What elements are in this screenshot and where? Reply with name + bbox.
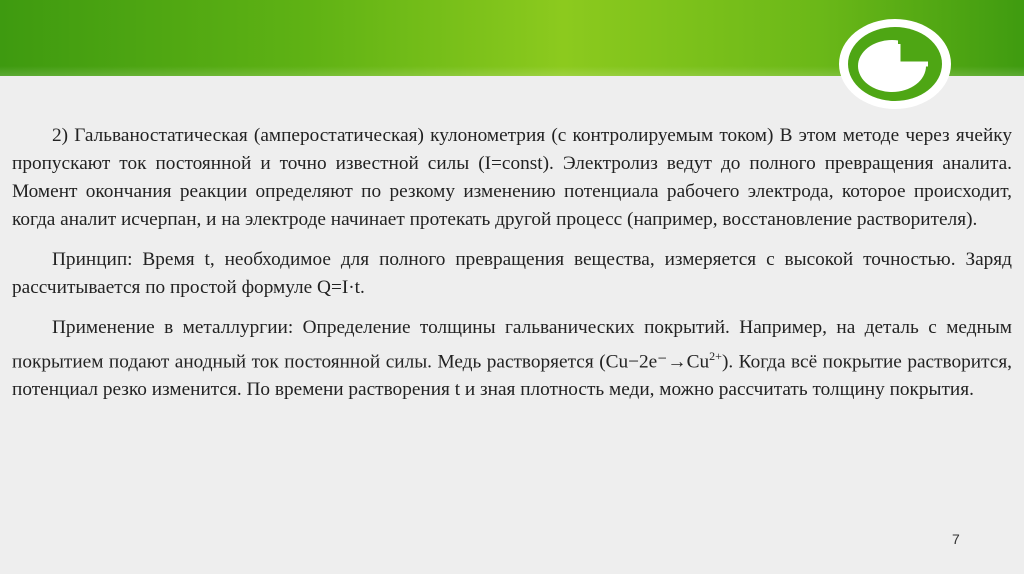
logo-icon xyxy=(836,14,954,110)
paragraph-galvanostatic: 2) Гальваностатическая (амперостатическая) кулонометрия (с контролируемым током) В этом методе через ячейку пропускают ток постоянной и точно известной силы (I=const). Электролиз ведут до полного превращения аналита. Момент окончания реакции определяют по резкому изменению потенциала рабочего электрода, которое происходит, когда аналит исчерпан, и на электроде начинает протекать другой процесс (например, восстановление растворителя). xyxy=(12,125,1012,230)
charge-superscript: 2+ xyxy=(709,349,722,363)
paragraph-principle: Принцип: Время t, необходимое для полного превращения вещества, измеряется с высокой точностью. Заряд рассчитывается по простой формуле Q=I·t. xyxy=(12,249,1012,298)
slide-text xyxy=(12,122,1012,416)
paragraph-application xyxy=(12,314,1012,404)
paragraph-application-after: ). Когда всё покрытие растворится, потенциал резко изменится. По времени растворения t и зная плотность меди, можно рассчитать толщину покрытия. xyxy=(12,351,1013,401)
paragraph-application-before: Применение в металлургии: Определение толщины гальванических покрытий. Например, на деталь с медным покрытием подают анодный ток постоянной силы. Медь растворяется (Cu−2e⁻→Cu xyxy=(12,317,1012,373)
page-number: 7 xyxy=(952,531,960,547)
